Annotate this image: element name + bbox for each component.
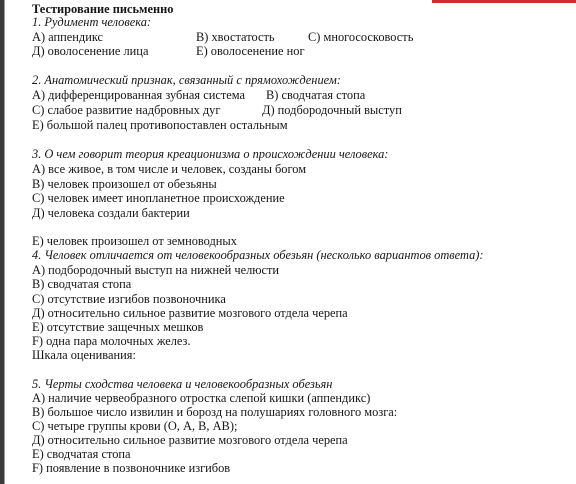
q2-option-d: Д) подбородочный выступ — [262, 103, 402, 117]
question-5: 5. Черты сходства человека и человекообразных обезьян — [32, 377, 333, 391]
q5-option-f: F) появление в позвоночнике изгибов — [32, 461, 231, 475]
window-edge-inner — [4, 0, 5, 484]
q5-option-b: В) большое число извилин и борозд на полушариях головного мозга: — [32, 405, 398, 419]
q2-option-a: А) дифференцированная зубная система — [32, 88, 246, 102]
q3-option-c: С) человек имеет инопланетное происхождение — [32, 191, 285, 205]
q2-option-b: В) сводчатая стопа — [266, 88, 366, 102]
q5-option-c: С) четыре группы крови (О, А, В, АВ); — [32, 419, 238, 433]
q5-option-e: Е) сводчатая стопа — [32, 447, 131, 461]
top-accent-bar — [432, 0, 576, 3]
q2-option-c: С) слабое развитие надбровных дуг — [32, 103, 221, 117]
q3-option-b: В) человек произошел от обезьяны — [32, 177, 217, 191]
q3-option-d: Д) человека создали бактерии — [32, 206, 190, 220]
question-2: 2. Анатомический признак, связанный с прямохождением: — [32, 73, 341, 87]
q4-option-b: В) сводчатая стопа — [32, 277, 132, 291]
q4-option-e: Е) отсутствие защечных мешков — [32, 320, 204, 334]
q1-option-d: Д) оволосенение лица — [32, 44, 149, 58]
question-1: 1. Рудимент человека: — [32, 15, 152, 29]
q1-option-a: А) аппендикс — [32, 30, 104, 44]
q5-option-a: А) наличие червеобразного отростка слепой кишки (аппендикс) — [32, 391, 371, 405]
q5-option-d: Д) относительно сильное развитие мозгового отдела черепа — [32, 433, 348, 447]
q4-option-c: С) отсутствие изгибов позвоночника — [32, 292, 226, 306]
q4-option-d: Д) относительно сильное развитие мозгового отдела черепа — [32, 306, 348, 320]
document-title: Тестирование письменно — [32, 2, 174, 16]
grading-scale-label: Шкала оценивания: — [32, 348, 136, 362]
q1-option-c: С) многососковость — [308, 30, 414, 44]
question-4: 4. Человек отличается от человекообразных обезьян (несколько вариантов ответа): — [32, 248, 484, 262]
q4-option-a: А) подбородочный выступ на нижней челюсти — [32, 263, 280, 277]
q3-option-a: А) все живое, в том числе и человек, созданы богом — [32, 162, 307, 176]
question-3: 3. О чем говорит теория креационизма о происхождении человека: — [32, 147, 389, 161]
q3-option-e: Е) человек произошел от земноводных — [32, 234, 237, 248]
q1-option-e: Е) оволосенение ног — [196, 44, 305, 58]
q2-option-e: Е) большой палец противопоставлен остальным — [32, 118, 288, 132]
q1-option-b: В) хвостатость — [196, 30, 275, 44]
q4-option-f: F) одна пара молочных желез. — [32, 334, 191, 348]
